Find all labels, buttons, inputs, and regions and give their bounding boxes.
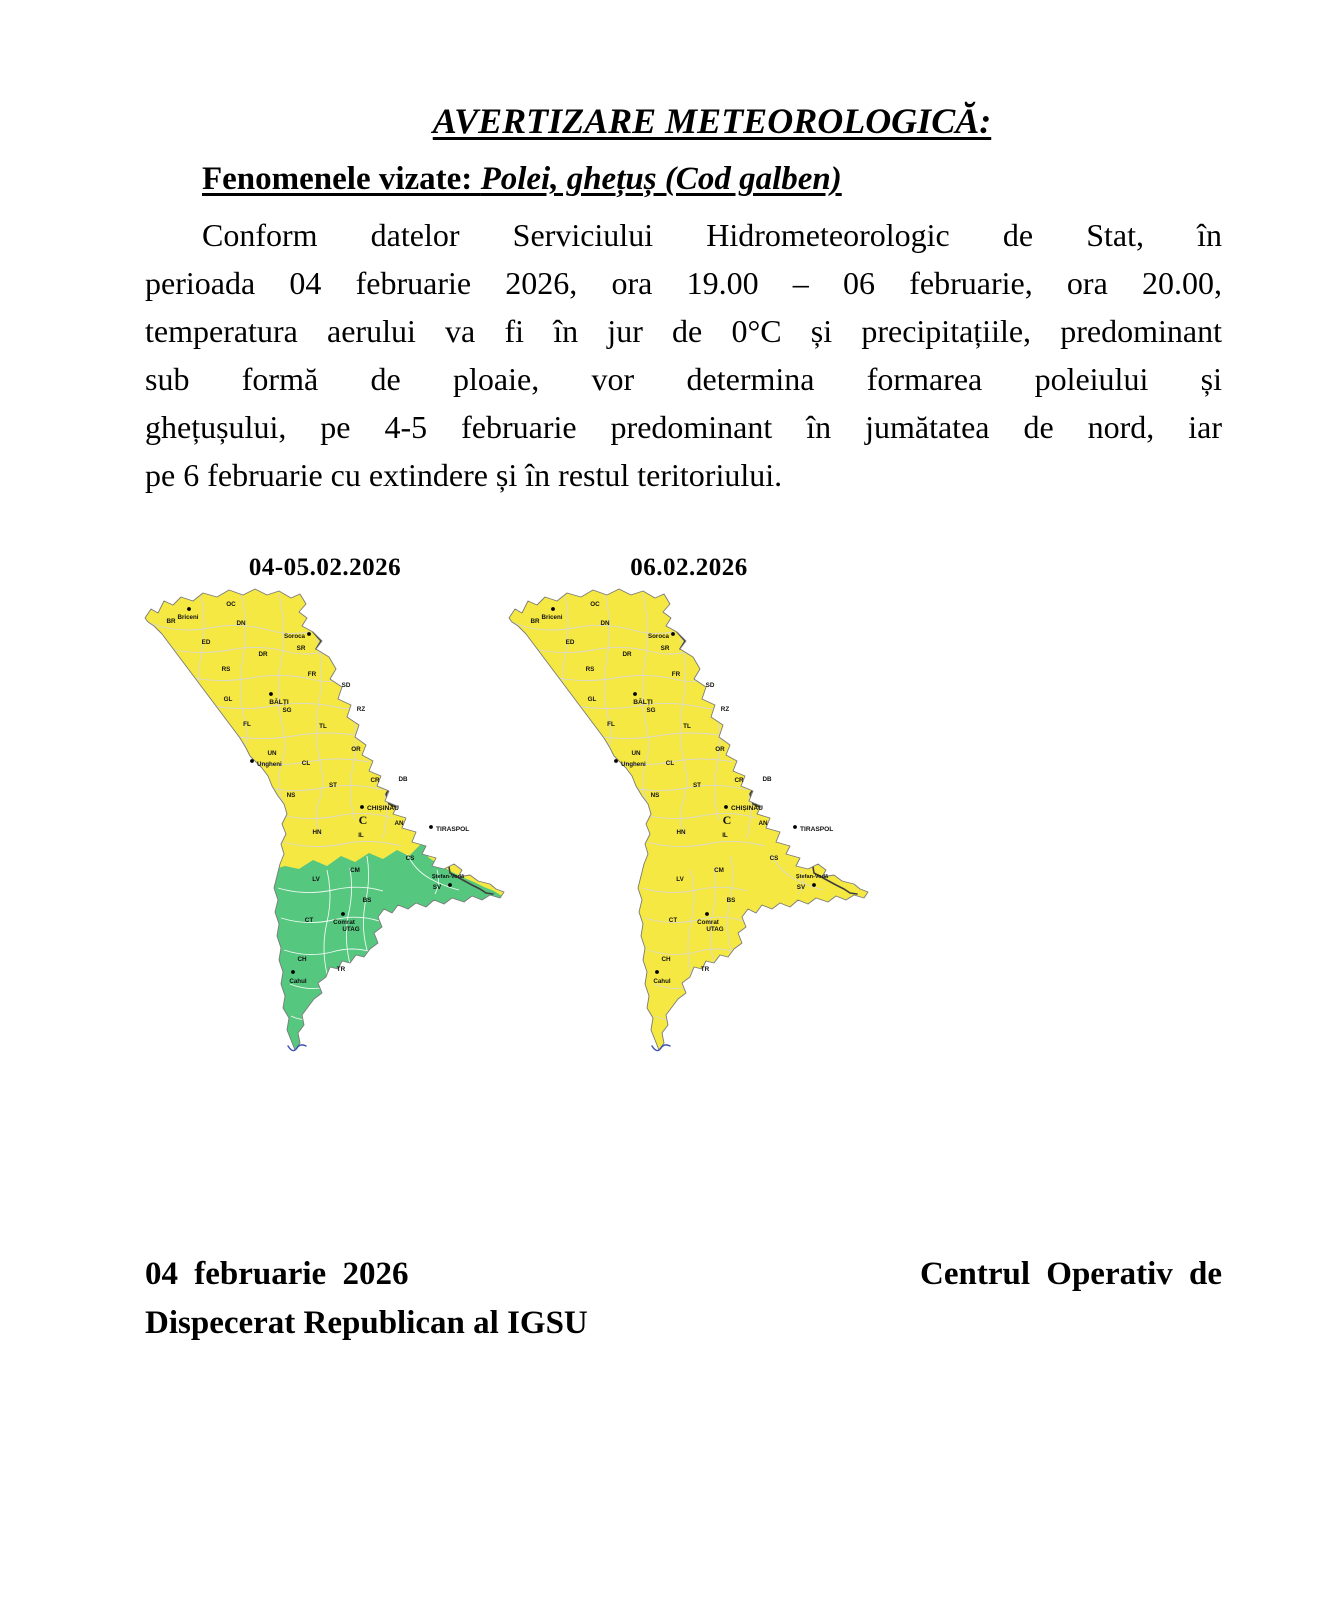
region-label-gl: GL [587,696,597,704]
document-title [145,100,1222,143]
region-label-an: AN [394,820,404,828]
footer-org-line-2: Dispecerat Republican al IGSU [145,1305,588,1342]
region-label-oc: OC [590,601,600,609]
city-label: Briceni [177,614,199,622]
city-dot [724,806,728,810]
region-label-hn: HN [312,829,322,837]
region-label-or: OR [351,746,361,754]
map-layers [145,589,507,1060]
city-label: Ștefan-Vodă [795,874,829,881]
region-label-tl: TL [683,723,691,731]
map-title-04-05: 04-05.02.2026 [248,554,402,582]
city-dot [812,884,816,888]
body-line-5: ghețușului, pe 4-5 februarie predominant în jumătatea de nord, iar [145,409,1222,446]
city-label: Soroca [648,633,669,641]
body-line-3: temperatura aerului va fi în jur de 0°C și precipitațiile, predominant [145,313,1222,350]
city-dot [307,633,311,637]
city-dot [341,913,345,917]
city-label: BĂLȚI [269,699,289,707]
city-label: Cahul [653,978,671,986]
region-label-sr: SR [660,645,670,653]
city-label: CHIȘINĂU [731,805,763,813]
region-label-ns: NS [286,792,296,800]
region-label-ct: CT [304,917,314,925]
phenomena-value: Polei, ghețuș (Cod galben) [480,161,842,198]
municipality-mark: C [358,813,368,828]
map-title-06: 06.02.2026 [630,554,748,582]
warning-zone-yellow [145,589,504,1050]
city-dot [291,971,295,975]
region-label-ns: NS [650,792,660,800]
region-label-dn: DN [236,620,246,628]
phenomena-line [145,159,1222,200]
region-label-fl: FL [243,721,251,729]
city-dot [793,826,797,830]
region-label-tr: TR [700,966,710,974]
map-block-04-05 [145,554,505,1058]
region-label-cr: CR [370,777,380,785]
region-label-sv: SV [432,884,442,892]
region-label-ch: CH [297,956,307,964]
region-label-fl: FL [607,721,615,729]
city-label: BĂLȚI [633,699,653,707]
region-label-ed: ED [565,639,575,647]
city-dot [633,693,637,697]
body-line-4: sub formă de ploaie, vor determina formarea poleiului și [145,361,1222,398]
city-dot [269,693,273,697]
prut-river [556,691,562,731]
city-dot [705,913,709,917]
city-dot [429,826,433,830]
city-label: TIRASPOL [436,826,470,834]
region-label-cm: CM [714,867,724,875]
body-line-1: Conform datelor Serviciului Hidrometeorologic de Stat, în [202,217,1222,254]
body-line-6: pe 6 februarie cu extindere și în restul teritoriului. [145,457,783,494]
region-label-utag: UTAG [342,926,360,934]
city-label: Ștefan-Vodă [431,874,465,881]
region-label-sg: SG [282,707,292,715]
maps-row [145,554,1320,1058]
region-label-cl: CL [301,760,311,768]
city-label: Ungheni [621,761,646,769]
region-label-ct: CT [668,917,678,925]
region-label-bs: BS [726,897,736,905]
region-label-lv: LV [312,876,320,884]
region-label-db: DB [398,776,408,784]
region-label-utag: UTAG [706,926,724,934]
region-label-bs: BS [362,897,372,905]
region-label-un: UN [631,750,641,758]
region-label-il: IL [722,832,728,840]
region-label-ed: ED [201,639,211,647]
region-label-an: AN [758,820,768,828]
dniester-river [749,738,755,776]
city-label: TIRASPOL [800,826,834,834]
city-dot [614,760,618,764]
city-label: Ungheni [257,761,282,769]
region-label-dr: DR [258,651,268,659]
region-label-cs: CS [405,855,415,863]
moldova-warning-map-04-05 [145,588,505,1058]
region-label-fr: FR [307,671,317,679]
region-label-or: OR [715,746,725,754]
footer-org-line-1: Centrul Operativ de [920,1256,1222,1293]
region-label-oc: OC [226,601,236,609]
footer [145,1250,1222,1348]
city-label: Cahul [289,978,307,986]
city-label: CHIȘINĂU [367,805,399,813]
region-label-cr: CR [734,777,744,785]
phenomena-underline [202,161,842,197]
region-label-cm: CM [350,867,360,875]
region-label-br: BR [530,618,540,626]
region-label-hn: HN [676,829,686,837]
region-label-rz: RZ [356,706,366,714]
region-label-ch: CH [661,956,671,964]
phenomena-label: Fenomenele vizate: [202,161,481,198]
footer-date: 04 februarie 2026 [145,1256,409,1293]
region-label-sd: SD [705,682,715,690]
city-dot [187,608,191,612]
warning-zone-green [255,839,507,1060]
region-label-sv: SV [796,884,806,892]
region-label-fr: FR [671,671,681,679]
municipality-mark: C [722,813,732,828]
body-paragraph [145,211,1222,499]
region-label-rs: RS [221,666,231,674]
region-label-st: ST [692,782,702,790]
dniester-river [385,738,391,776]
region-label-rs: RS [585,666,595,674]
moldova-warning-map-06 [509,588,869,1058]
region-label-sd: SD [341,682,351,690]
city-dot [448,884,452,888]
city-label: Soroca [284,633,305,641]
region-label-tl: TL [319,723,327,731]
city-dot [671,633,675,637]
region-label-rz: RZ [720,706,730,714]
document-title-text: AVERTIZARE METEOROLOGICĂ: [432,101,992,141]
region-label-cl: CL [665,760,675,768]
region-label-sg: SG [646,707,656,715]
region-label-tr: TR [336,966,346,974]
footer-line-1 [145,1250,1222,1299]
city-dot [551,608,555,612]
region-label-db: DB [762,776,772,784]
document-page [0,100,1320,1348]
city-label: Comrat [333,919,355,927]
region-label-dn: DN [600,620,610,628]
region-label-il: IL [358,832,364,840]
region-label-cs: CS [769,855,779,863]
prut-river [192,691,198,731]
region-label-lv: LV [676,876,684,884]
region-label-gl: GL [223,696,233,704]
city-label: Comrat [697,919,719,927]
map-layers [509,589,868,1050]
region-label-br: BR [166,618,176,626]
city-dot [360,806,364,810]
city-dot [250,760,254,764]
region-label-dr: DR [622,651,632,659]
warning-zone-yellow [509,589,868,1050]
region-label-un: UN [267,750,277,758]
body-line-2: perioada 04 februarie 2026, ora 19.00 – 06 februarie, ora 20.00, [145,265,1222,302]
region-label-st: ST [328,782,338,790]
city-label: Briceni [541,614,563,622]
map-block-06 [509,554,869,1058]
region-label-sr: SR [296,645,306,653]
city-dot [655,971,659,975]
